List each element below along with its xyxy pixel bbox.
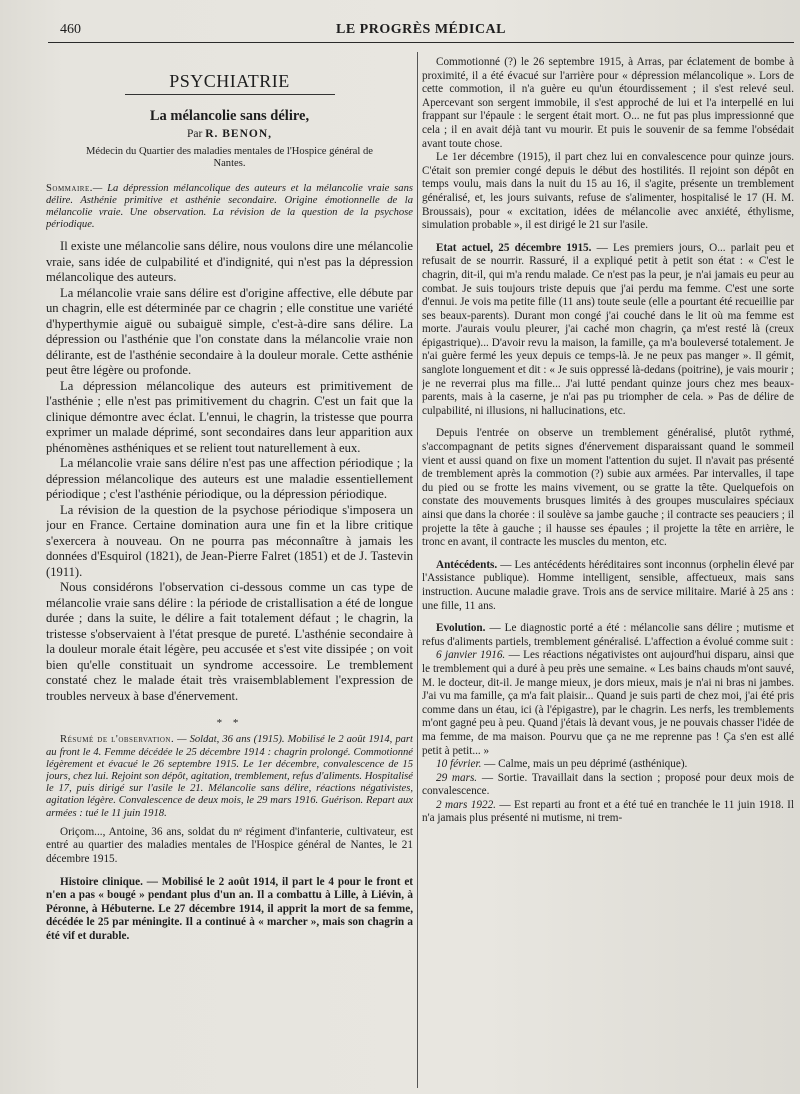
entry-text: — Sortie. Travaillait dans la section ; proposé pour deux mois de convalescence.	[422, 771, 794, 798]
author-name: R. BENON,	[205, 128, 273, 140]
summary-label: Sommaire.	[46, 182, 93, 194]
byline	[46, 127, 413, 143]
etat-heading: Etat actuel, 25 décembre 1915.	[436, 241, 592, 254]
histoire-text: — Mobilisé le 2 août 1914, il part le 4 pour le front et n'en a pas « bougé » pendant plus d'un an. Il a combattu à Lille, à Liévin, à Péronne, à Hébuterne. Le 27 décembre 1914, il apprit la mort de sa femme, décédée le 25 par méningite. Il a continué à « marcher », mais son chagrin a été vif et durable.	[46, 875, 413, 942]
evolution-entry	[422, 758, 794, 772]
left-column	[46, 58, 413, 1088]
section-separator: * *	[216, 717, 243, 730]
observation-continued	[422, 56, 794, 826]
section-heading: PSYCHIATRIE	[125, 72, 335, 95]
evolution	[422, 622, 794, 649]
entry-text: — Les réactions négativistes ont aujourd'hui disparu, ainsi que le tremblement qui a duré à peu près une semaine. « Les bains chauds m'ont sauvé, M. le docteur, dit-il. Je mange mieux, je dors mieux, mais je n'ai ni bras ni jambes. J'ai vu ma famille, ça m'a fait plaisir... Quand je suis parti de chez moi, j'ai été pris comme dans un étau, ici (à l'épigastre), par le chagrin. Les nerfs, les tremblements m'ont gagné peu à peu. Quand j'étais là devant vous, je ne pouvais chasser l'idée de ma femme, de ma maison. Pourvu que ça ne me reprenne pas ! Ça s'en est allé petit à petit... »	[422, 649, 794, 757]
paragraph: Depuis l'entrée on observe un tremblement généralisé, plutôt rythmé, s'accompagnant de petits signes d'énervement disparaissant quand le sommeil vient et aussi quand on fixe un moment l'attention du sujet. Il n'avait pas présenté de tremblement après la commotion (?) subie aux armées. Par intervalles, il tape du pied ou se frotte les mains vivement, ou se gratte la tête. Quelquefois on constate des mouvements brusques limités à des groupes musculaires spéciaux ainsi que dans la chorée : il soulève sa jambe gauche ; il contracte ses peauciers ; il projette la tête à gauche ; il hausse ses épaules ; il projette la tête en arrière, le tronc en avant, il contracte les muscles du menton, etc.	[422, 427, 794, 549]
patient-intro: Oriçom..., Antoine, 36 ans, soldat du nᵉ régiment d'infanterie, cultivateur, est entré au quartier des maladies mentales de l'Hospice général de Nantes, le 21 décembre 1915.	[46, 825, 413, 865]
author-affiliation: Médecin du Quartier des maladies mentales de l'Hospice général de Nantes.	[86, 145, 373, 169]
byline-prefix: Par	[186, 128, 203, 140]
entry-date: 6 janvier 1916.	[436, 649, 506, 662]
journal-title: LE PROGRÈS MÉDICAL	[335, 22, 507, 37]
article-title: La mélancolie sans délire,	[149, 107, 310, 124]
entry-text: — Est reparti au front et a été tué en tranchée le 11 juin 1918. Il n'a jamais plus présenté ni mutisme, ni trem-	[422, 798, 794, 825]
entry-date: 29 mars.	[436, 771, 478, 784]
page-number: 460	[60, 22, 81, 37]
paragraph: La mélancolie vraie sans délire est d'origine affective, elle débute par un chagrin, elle est déterminée par ce chagrin ; elle constitue une variété d'hyperthymie aiguë ou subaiguë simple, c'est-à-dire sans délire. La dépression ou l'asthénie que l'on constate dans la mélancolie vraie non délirante, est de l'asthénie secondaire à la douleur morale. Cette asthénie peut être légère ou profonde.	[46, 285, 413, 378]
current-state	[422, 242, 794, 419]
antecedents-heading: Antécédents.	[436, 558, 498, 571]
evolution-entry	[422, 649, 794, 758]
paragraph: La révision de la question de la psychose périodique s'imposera un jour en France. Certaine domination aura une fin et la libre critique s'exercera à nouveau. On ne pourra pas méconnaître à jamais les données d'Esquirol (1821), de Jean-Pierre Falret (1851) et de J. Tastevin (1911).	[46, 502, 413, 579]
antecedents	[422, 559, 794, 613]
entry-text: — Calme, mais un peu déprimé (asthénique).	[484, 758, 688, 771]
introduction	[46, 239, 413, 704]
evolution-heading: Evolution.	[436, 622, 486, 635]
running-header	[48, 20, 794, 43]
column-divider	[417, 52, 418, 1088]
paragraph: Nous considérons l'observation ci-dessous comme un cas type de mélancolie vraie sans délire : la période de cristallisation a été de longue durée ; dans la suite, le délire a fait totalement défaut ; le chagrin, la tristesse s'observaient à l'état presque de pureté. L'asthénie secondaire à la douleur morale était légère, peu accusée et s'est vite dissipée ; on voit bien qu'elle constituait un syndrome accessoire. Le tremblement constaté chez le malade était très vraisemblablement l'expression de troubles nerveux à base d'énervement.	[46, 580, 413, 703]
evolution-text: — Le diagnostic porté a été : mélancolie sans délire ; mutisme et refus d'aliments partiels, tremblement généralisé. L'affection a évolué comme suit :	[422, 622, 794, 648]
paragraph: La mélancolie vraie sans délire n'est pas une affection périodique ; la dépression mélancolique des auteurs est une maladie essentiellement périodique ; c'est l'asthénie périodique, ou la dépression périodique.	[46, 456, 413, 502]
right-column	[422, 56, 794, 1086]
summary	[46, 183, 413, 232]
evolution-entry	[422, 772, 794, 799]
resume-label: Résumé de l'observation.	[60, 734, 175, 746]
paragraph: Le 1er décembre (1915), il part chez lui en convalescence pour quinze jours. C'était son premier congé depuis le début des hostilités. Il rejoint son dépôt en temps voulu, mais dans la nuit du 15 au 16, il s'agite, présente un tremblement généralisé, et, les jours suivants, refuse de s'alimenter, hospitalisé le 17 (H. M. Broussais), pour « excitation, idées de mélancolie avec anxiété, éthylisme, simulation probable », il est dirigé le 21 sur l'asile.	[422, 151, 794, 232]
etat-text: — Les premiers jours, O... parlait peu et refusait de se nourrir. Rassuré, il a expliqué petit à petit son état : « C'est le chagrin, dit-il, qui m'a rendu malade. Ce n'est pas la peur, je n'ai jamais eu peur au combat. Je suis toujours triste depuis que j'ai perdu ma femme. C'est une sorte d'ennui. Je vois ma petite fille (11 ans) toute seule (elle a pourtant été recueillie par ses beaux-parents). Durant mon congé j'ai couché dans le lit où ma femme est morte. J'aurais voulu pleurer, j'ai caché mon chagrin, ça m'est resté là (creux épigastrique)... D'avoir revu la maison, la famille, ça m'a bouleversé totalement. Je n'ai guère fermé les yeux depuis ce temps-là. Je ne peux pas manger ». Il gémit, sanglote longuement et dit : « Je suis oppressé là-dedans (poitrine), je vais mourir ; je ne reverrai plus ma fille... J'ai lutté pendant quinze jours chez mes beaux-parents, mais à la caserne, je n'ai pas pu triompher de cela. » Pas de délire de culpabilité, ni illusions, ni hallucinations, etc.	[422, 241, 794, 417]
paragraph: La dépression mélancolique des auteurs est primitivement de l'asthénie ; elle n'est pas primitivement du chagrin. C'est un fait que la clinique démontre avec éclat. L'ennui, le chagrin, la tristesse que pourra exprimer un malade déprimé, sont secondaires dans leur apparition aux phénomènes asthéniques et se relient tout naturellement à eux.	[46, 378, 413, 455]
histoire-heading: Histoire clinique.	[60, 875, 143, 888]
summary-text: — La dépression mélancolique des auteurs et la mélancolie vraie sans délire. Asthénie primitive et asthénie secondaire. Origine émotionnelle de la mélancolie vraie. Une observation. La révision de la question de la psychose périodique.	[46, 182, 413, 231]
paragraph: Il existe une mélancolie sans délire, nous voulons dire une mélancolie vraie, sans idée de culpabilité et d'indignité, qui n'est pas la dépression mélancolique des auteurs.	[46, 239, 413, 285]
antecedents-text: — Les antécédents héréditaires sont inconnus (orphelin élevé par l'Assistance publique). Homme intelligent, sensible, affectueux, mais sans instruction. Aucune maladie grave. Trois ans de service militaire. Marié à 25 ans : une fille, 11 ans.	[422, 558, 794, 612]
clinical-history	[46, 876, 413, 944]
entry-date: 10 février.	[436, 758, 482, 771]
observation-start	[46, 826, 413, 944]
entry-date: 2 mars 1922.	[436, 798, 496, 811]
resume-text: — Soldat, 36 ans (1915). Mobilisé le 2 août 1914, part au front le 4. Femme décédée le 25 décembre 1914 : chagrin prolongé. Commotionné légèrement et évacué le 26 septembre 1915. Le 1er décembre, convalescence de 15 jours, chez lui. Rejoint son dépôt, agitation, tremblement, refus d'aliments. Hospitalisé le 17, puis dirigé sur l'asile le 21. Mélancolie sans délire, réactions négativistes, agitation légère. Convalescence de deux mois, le 29 mars 1916. Guérison. Repart aux armées : tué le 11 juin 1918.	[46, 734, 413, 819]
paragraph: Commotionné (?) le 26 septembre 1915, à Arras, par éclatement de bombe à proximité, il a été évacué sur l'arrière pour « dépression mélancolique ». Lors de cette commotion, il n'a guère eu qu'un étourdissement ; il s'est relevé seul. Apercevant son sergent immobile, il s'est approché de lui et l'a interpellé en lui frappant sur l'épaule : le sergent était mort. O... ne fut pas plus impressionné que cela ; il en avait déjà tant vu mourir. Et puis le souvenir de sa femme l'obsédait avant toute chose.	[422, 56, 794, 150]
observation-summary	[46, 734, 413, 819]
evolution-entry	[422, 799, 794, 826]
